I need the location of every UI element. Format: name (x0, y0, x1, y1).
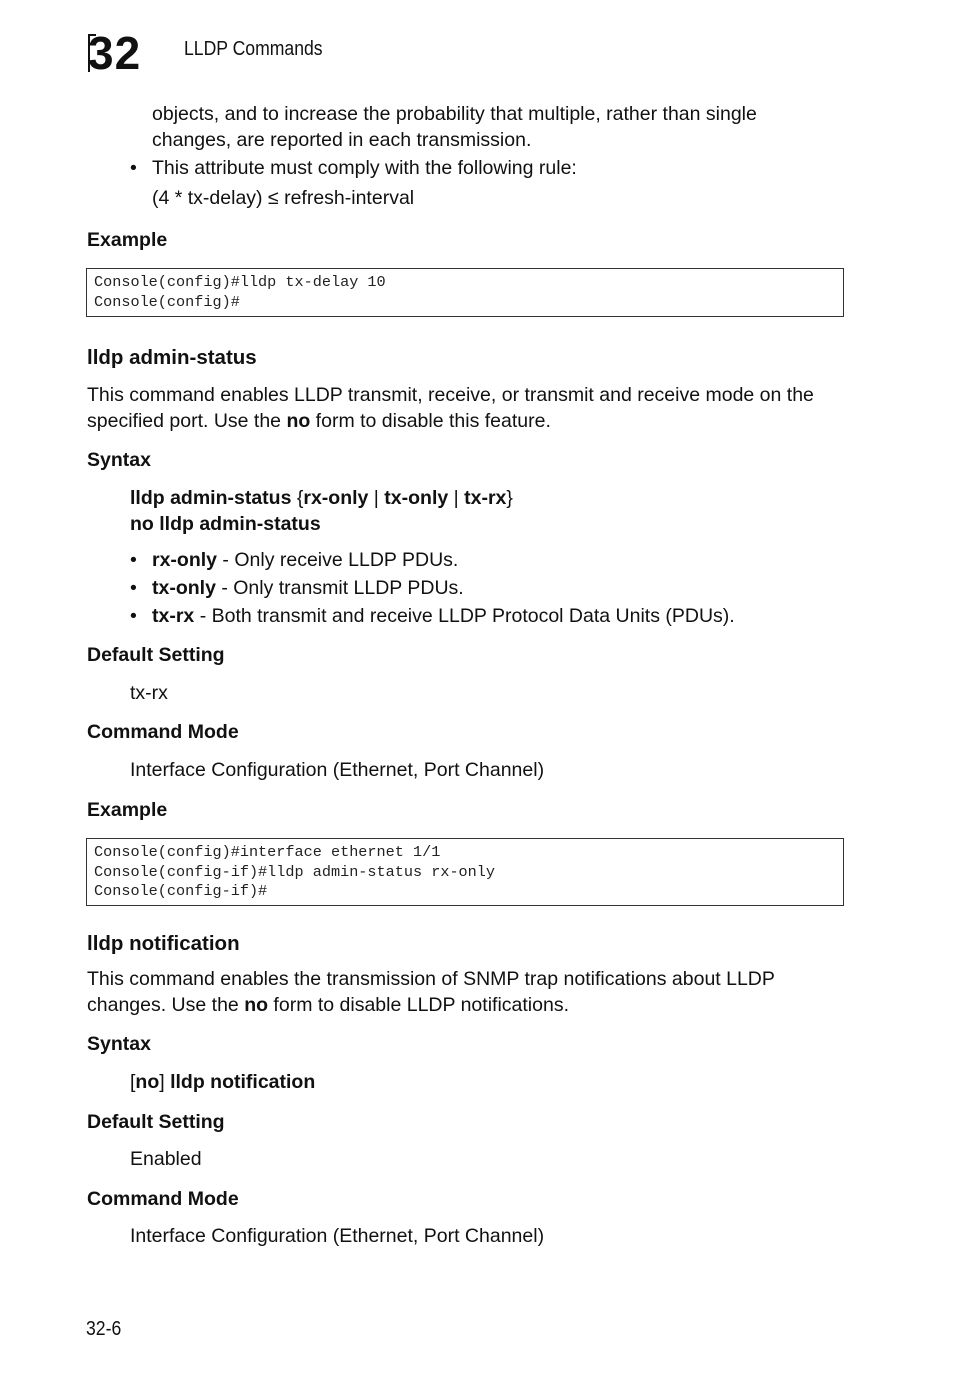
syntax-bracket: [ (130, 1071, 136, 1093)
intro-paragraph (152, 101, 757, 153)
syntax-bracket: ] (159, 1071, 171, 1093)
syntax-line (130, 1069, 315, 1095)
desc-line-1: This command enables the transmission of SNMP trap notifications about LLDP (87, 968, 775, 990)
syntax-option: no (135, 1071, 160, 1093)
syntax-option: rx-only (303, 487, 369, 509)
command-mode-heading: Command Mode (87, 1188, 239, 1210)
example-heading: Example (87, 799, 168, 821)
code-line: Console(config-if)# (94, 882, 268, 900)
rule-formula: (4 * tx-delay) ≤ refresh-interval (152, 187, 415, 209)
syntax-line-2 (130, 511, 513, 537)
bullet-marker: • (130, 157, 137, 179)
command-mode-heading: Command Mode (87, 721, 239, 743)
bullet-marker: • (130, 577, 137, 599)
syntax-brace: } (506, 487, 513, 509)
section-title-admin-status: lldp admin-status (87, 346, 257, 369)
chapter-number: 32 (88, 27, 142, 79)
syntax-option: tx-rx (464, 487, 507, 509)
section-title-notification: lldp notification (87, 932, 240, 955)
syntax-heading: Syntax (87, 449, 151, 471)
code-block (86, 838, 844, 906)
notification-description (87, 966, 775, 1018)
example-heading: Example (87, 229, 168, 251)
desc-line-2 (87, 992, 775, 1018)
param-term: tx-rx (152, 605, 195, 627)
desc-line-2 (87, 408, 814, 434)
param-term: tx-only (152, 577, 216, 599)
admin-status-description (87, 382, 814, 434)
param-item (152, 575, 464, 601)
syntax-command: lldp admin-status (130, 487, 292, 509)
default-setting-value: Enabled (130, 1148, 202, 1170)
syntax-separator: | (368, 487, 385, 509)
syntax-command: lldp notification (170, 1071, 316, 1093)
code-block (86, 268, 844, 317)
param-desc: - Only receive LLDP PDUs. (217, 549, 459, 571)
param-item (152, 603, 735, 629)
chapter-title: LLDP Commands (184, 38, 323, 60)
syntax-line-1 (130, 485, 513, 511)
default-setting-heading: Default Setting (87, 644, 225, 666)
command-mode-value: Interface Configuration (Ethernet, Port Channel) (130, 1225, 545, 1247)
param-item (152, 547, 458, 573)
bullet-marker: • (130, 605, 137, 627)
param-desc: - Both transmit and receive LLDP Protocol Data Units (PDUs). (194, 605, 735, 627)
param-term: rx-only (152, 549, 218, 571)
desc-text: form to disable LLDP notifications. (268, 994, 569, 1016)
desc-text: changes. Use the (87, 994, 245, 1016)
default-setting-heading: Default Setting (87, 1111, 225, 1133)
syntax-option: tx-only (384, 487, 449, 509)
desc-text: form to disable this feature. (310, 410, 551, 432)
desc-text: specified port. Use the (87, 410, 287, 432)
page-number: 32-6 (86, 1318, 122, 1340)
intro-line-2: changes, are reported in each transmission. (152, 129, 532, 151)
desc-line-1: This command enables LLDP transmit, receive, or transmit and receive mode on the (87, 384, 814, 406)
syntax-no-command: no lldp admin-status (130, 513, 321, 535)
code-line: Console(config)#interface ethernet 1/1 (94, 843, 441, 861)
default-setting-value: tx-rx (130, 682, 168, 704)
intro-line-1: objects, and to increase the probability that multiple, rather than single (152, 103, 757, 125)
bullet-marker: • (130, 549, 137, 571)
keyword-no: no (244, 994, 269, 1016)
code-line: Console(config)#lldp tx-delay 10 (94, 273, 386, 291)
keyword-no: no (286, 410, 311, 432)
syntax-brace: { (291, 487, 304, 509)
rule-bullet: This attribute must comply with the following rule: (152, 157, 577, 179)
syntax-heading: Syntax (87, 1033, 151, 1055)
code-line: Console(config)# (94, 292, 240, 311)
param-desc: - Only transmit LLDP PDUs. (215, 577, 464, 599)
code-line: Console(config-if)#lldp admin-status rx-only (94, 862, 496, 881)
syntax-block (130, 485, 513, 537)
command-mode-value: Interface Configuration (Ethernet, Port Channel) (130, 759, 545, 781)
syntax-separator: | (448, 487, 465, 509)
